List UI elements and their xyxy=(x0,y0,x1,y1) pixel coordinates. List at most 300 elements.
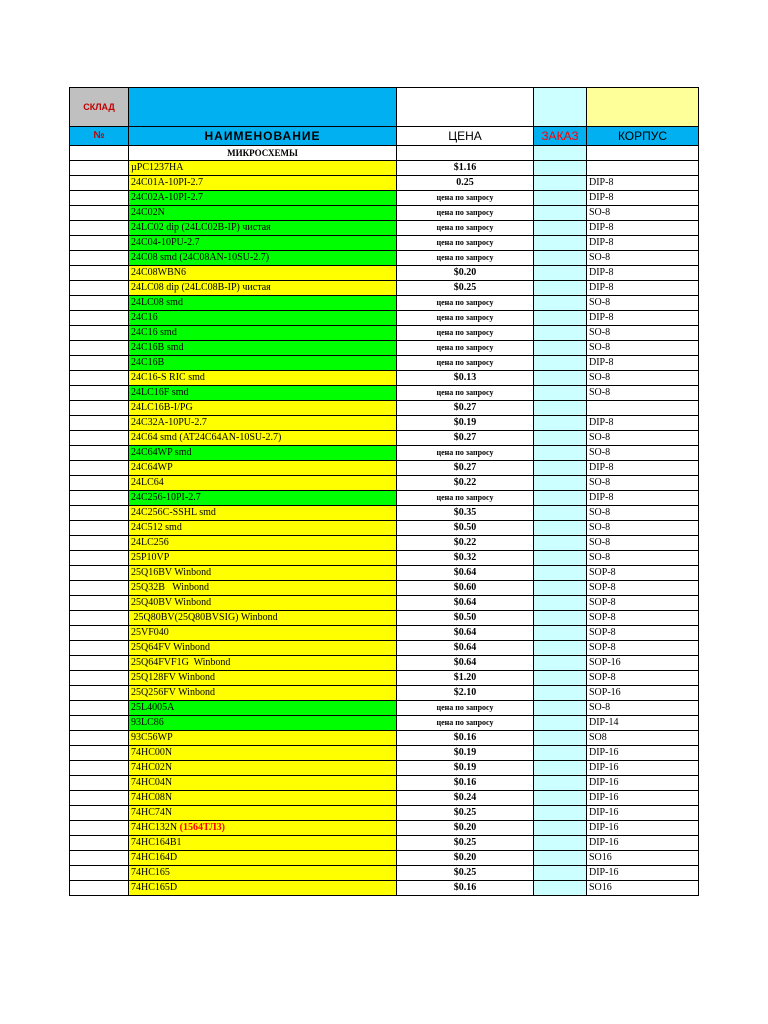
item-name xyxy=(129,806,397,821)
table-row xyxy=(70,161,699,176)
order-quantity-cell[interactable] xyxy=(534,731,587,746)
item-package: SO-8 xyxy=(587,206,699,221)
row-number-cell xyxy=(70,461,129,476)
item-name-text: 24C256C-SSHL smd xyxy=(131,507,216,518)
table-row xyxy=(70,266,699,281)
item-package: SOP-8 xyxy=(587,626,699,641)
item-name-text: 74HC00N xyxy=(131,747,173,758)
order-quantity-cell[interactable] xyxy=(534,836,587,851)
row-number-cell xyxy=(70,311,129,326)
order-quantity-cell[interactable] xyxy=(534,491,587,506)
item-price: $0.20 xyxy=(397,851,534,866)
table-row xyxy=(70,746,699,761)
item-price: цена по запросу xyxy=(397,716,534,731)
item-name-text: 24C01A-10PI-2.7 xyxy=(131,177,203,188)
item-name xyxy=(129,566,397,581)
item-name xyxy=(129,551,397,566)
table-row xyxy=(70,431,699,446)
item-name xyxy=(129,641,397,656)
item-package: DIP-8 xyxy=(587,416,699,431)
item-package xyxy=(587,401,699,416)
order-quantity-cell[interactable] xyxy=(534,746,587,761)
item-package: SOP-8 xyxy=(587,581,699,596)
col-header-package: КОРПУС xyxy=(587,127,699,146)
table-row xyxy=(70,311,699,326)
item-price: цена по запросу xyxy=(397,356,534,371)
order-quantity-cell[interactable] xyxy=(534,551,587,566)
item-name-text: 24C04-10PU-2.7 xyxy=(131,237,200,248)
item-package: DIP-8 xyxy=(587,461,699,476)
order-quantity-cell[interactable] xyxy=(534,761,587,776)
order-quantity-cell[interactable] xyxy=(534,776,587,791)
col-header-order: ЗАКАЗ xyxy=(534,127,587,146)
order-quantity-cell[interactable] xyxy=(534,866,587,881)
item-name xyxy=(129,821,397,836)
row-number-cell xyxy=(70,416,129,431)
item-price: $0.25 xyxy=(397,836,534,851)
item-name xyxy=(129,431,397,446)
row-number-cell xyxy=(70,791,129,806)
row-number-cell xyxy=(70,266,129,281)
item-package: SO-8 xyxy=(587,326,699,341)
item-name-text: 24C16 smd xyxy=(131,327,177,338)
item-package: SO-8 xyxy=(587,296,699,311)
item-name xyxy=(129,611,397,626)
item-price: $0.64 xyxy=(397,566,534,581)
order-quantity-cell[interactable] xyxy=(534,266,587,281)
item-name xyxy=(129,626,397,641)
table-row xyxy=(70,476,699,491)
table-row xyxy=(70,506,699,521)
row-number-cell xyxy=(70,221,129,236)
order-quantity-cell[interactable] xyxy=(534,881,587,896)
item-name xyxy=(129,446,397,461)
item-name xyxy=(129,236,397,251)
item-name-text: 25VF040 xyxy=(131,627,169,638)
item-name-text: 24LC08 smd xyxy=(131,297,183,308)
item-name xyxy=(129,161,397,176)
item-package: SO-8 xyxy=(587,431,699,446)
item-package: SO-8 xyxy=(587,371,699,386)
order-quantity-cell[interactable] xyxy=(534,236,587,251)
section-num-cell xyxy=(70,146,129,161)
table-row xyxy=(70,206,699,221)
order-quantity-cell[interactable] xyxy=(534,401,587,416)
item-name xyxy=(129,596,397,611)
header-blank-cell xyxy=(587,88,699,127)
item-name xyxy=(129,761,397,776)
item-name-text: 24LC256 xyxy=(131,537,169,548)
item-name-text: 24C08 smd (24C08AN-10SU-2.7) xyxy=(131,252,270,263)
item-price: цена по запросу xyxy=(397,236,534,251)
order-quantity-cell[interactable] xyxy=(534,191,587,206)
row-number-cell xyxy=(70,536,129,551)
item-name xyxy=(129,476,397,491)
item-name-text: 25L4005A xyxy=(131,702,175,713)
item-name-text: 74HC165 xyxy=(131,867,170,878)
item-price: $0.20 xyxy=(397,821,534,836)
item-price: $0.27 xyxy=(397,431,534,446)
order-quantity-cell[interactable] xyxy=(534,356,587,371)
item-name-text: 74HC132N xyxy=(131,822,178,833)
table-row xyxy=(70,881,699,896)
row-number-cell xyxy=(70,806,129,821)
item-name-text: 74HC165D xyxy=(131,882,178,893)
row-number-cell xyxy=(70,371,129,386)
item-package xyxy=(587,161,699,176)
item-package: DIP-16 xyxy=(587,821,699,836)
table-row xyxy=(70,221,699,236)
item-package: SO16 xyxy=(587,851,699,866)
row-number-cell xyxy=(70,596,129,611)
col-header-price: ЦЕНА xyxy=(397,127,534,146)
item-package: DIP-8 xyxy=(587,221,699,236)
item-price: $0.64 xyxy=(397,656,534,671)
table-row xyxy=(70,566,699,581)
row-number-cell xyxy=(70,851,129,866)
item-price: $2.10 xyxy=(397,686,534,701)
table-row xyxy=(70,281,699,296)
item-price: $0.27 xyxy=(397,401,534,416)
item-name-text: 24LC02 dip (24LC02B-IP) чистая xyxy=(131,222,271,233)
item-package: SOP-8 xyxy=(587,566,699,581)
row-number-cell xyxy=(70,236,129,251)
table-row xyxy=(70,836,699,851)
table-row xyxy=(70,416,699,431)
item-price: цена по запросу xyxy=(397,341,534,356)
item-price: цена по запросу xyxy=(397,491,534,506)
item-package: SO-8 xyxy=(587,551,699,566)
item-name-text: 24LC16F smd xyxy=(131,387,189,398)
table-row xyxy=(70,806,699,821)
item-package: SOP-16 xyxy=(587,686,699,701)
item-name-text: 24C08WBN6 xyxy=(131,267,186,278)
item-name xyxy=(129,851,397,866)
order-quantity-cell[interactable] xyxy=(534,656,587,671)
item-name xyxy=(129,356,397,371)
item-name-text: 24C16B xyxy=(131,357,165,368)
table-row xyxy=(70,341,699,356)
item-price: $0.20 xyxy=(397,266,534,281)
row-number-cell xyxy=(70,881,129,896)
item-name xyxy=(129,281,397,296)
order-quantity-cell[interactable] xyxy=(534,536,587,551)
order-quantity-cell[interactable] xyxy=(534,161,587,176)
item-name-text: 24C02A-10PI-2.7 xyxy=(131,192,203,203)
row-number-cell xyxy=(70,626,129,641)
order-quantity-cell[interactable] xyxy=(534,641,587,656)
item-name xyxy=(129,326,397,341)
item-name-text: 24C16 xyxy=(131,312,158,323)
row-number-cell xyxy=(70,581,129,596)
item-price: $0.22 xyxy=(397,536,534,551)
table-row xyxy=(70,296,699,311)
table-row xyxy=(70,401,699,416)
sklad-label: СКЛАД xyxy=(70,88,129,127)
item-package: DIP-16 xyxy=(587,806,699,821)
header-blank-cell xyxy=(129,88,397,127)
table-row xyxy=(70,851,699,866)
table-row xyxy=(70,491,699,506)
header-blank-cell xyxy=(397,88,534,127)
item-name-text: 24C16B smd xyxy=(131,342,184,353)
order-quantity-cell[interactable] xyxy=(534,206,587,221)
item-name-text: 24LC16B-I/PG xyxy=(131,402,193,413)
item-name xyxy=(129,191,397,206)
price-list-table xyxy=(69,87,699,896)
item-name xyxy=(129,791,397,806)
item-name-text: 24C64WP xyxy=(131,462,173,473)
item-price: $0.24 xyxy=(397,791,534,806)
item-price: цена по запросу xyxy=(397,251,534,266)
order-quantity-cell[interactable] xyxy=(534,521,587,536)
item-price: $0.35 xyxy=(397,506,534,521)
row-number-cell xyxy=(70,206,129,221)
item-price: цена по запросу xyxy=(397,206,534,221)
item-package: DIP-8 xyxy=(587,491,699,506)
order-quantity-cell[interactable] xyxy=(534,176,587,191)
item-package: DIP-8 xyxy=(587,311,699,326)
row-number-cell xyxy=(70,281,129,296)
row-number-cell xyxy=(70,191,129,206)
order-quantity-cell[interactable] xyxy=(534,476,587,491)
item-package: SOP-8 xyxy=(587,596,699,611)
item-price: $0.25 xyxy=(397,281,534,296)
row-number-cell xyxy=(70,566,129,581)
order-quantity-cell[interactable] xyxy=(534,701,587,716)
item-price: $0.60 xyxy=(397,581,534,596)
item-package: DIP-16 xyxy=(587,836,699,851)
item-name xyxy=(129,521,397,536)
row-number-cell xyxy=(70,401,129,416)
item-name xyxy=(129,311,397,326)
item-name-text: 25Q40BV Winbond xyxy=(131,597,212,608)
item-price: $1.16 xyxy=(397,161,534,176)
item-name-text: 25Q32B Winbond xyxy=(131,582,210,593)
row-number-cell xyxy=(70,251,129,266)
item-name xyxy=(129,386,397,401)
item-price: $0.16 xyxy=(397,881,534,896)
item-package: SO-8 xyxy=(587,341,699,356)
order-quantity-cell[interactable] xyxy=(534,581,587,596)
item-name xyxy=(129,536,397,551)
header-top-row xyxy=(70,88,699,127)
order-quantity-cell[interactable] xyxy=(534,461,587,476)
item-package: DIP-16 xyxy=(587,746,699,761)
item-package: SO-8 xyxy=(587,536,699,551)
table-row xyxy=(70,716,699,731)
item-price: $0.16 xyxy=(397,731,534,746)
item-package: SO-8 xyxy=(587,701,699,716)
order-quantity-cell[interactable] xyxy=(534,626,587,641)
header-blank-cell xyxy=(534,88,587,127)
order-quantity-cell[interactable] xyxy=(534,416,587,431)
col-header-num: № xyxy=(70,127,129,146)
item-name-text: 25Q128FV Winbond xyxy=(131,672,215,683)
order-quantity-cell[interactable] xyxy=(534,851,587,866)
item-package: SOP-8 xyxy=(587,611,699,626)
item-package: DIP-8 xyxy=(587,281,699,296)
item-package: SO-8 xyxy=(587,386,699,401)
item-name-text: 25Q64FVF1G Winbond xyxy=(131,657,231,668)
row-number-cell xyxy=(70,761,129,776)
row-number-cell xyxy=(70,521,129,536)
order-quantity-cell[interactable] xyxy=(534,341,587,356)
order-quantity-cell[interactable] xyxy=(534,296,587,311)
row-number-cell xyxy=(70,446,129,461)
item-price: $0.64 xyxy=(397,596,534,611)
item-package: SO-8 xyxy=(587,506,699,521)
table-row xyxy=(70,641,699,656)
item-name xyxy=(129,866,397,881)
order-quantity-cell[interactable] xyxy=(534,386,587,401)
item-price: $0.22 xyxy=(397,476,534,491)
item-name-note: (1564ТЛ3) xyxy=(179,822,225,833)
section-price-cell xyxy=(397,146,534,161)
table-row xyxy=(70,176,699,191)
item-name-text: 24C02N xyxy=(131,207,165,218)
row-number-cell xyxy=(70,671,129,686)
order-quantity-cell[interactable] xyxy=(534,671,587,686)
order-quantity-cell[interactable] xyxy=(534,611,587,626)
item-price: $0.50 xyxy=(397,521,534,536)
item-name-text: 93LC86 xyxy=(131,717,164,728)
item-package: SO-8 xyxy=(587,476,699,491)
item-price: цена по запросу xyxy=(397,701,534,716)
order-quantity-cell[interactable] xyxy=(534,821,587,836)
col-header-name: НАИМЕНОВАНИЕ xyxy=(129,127,397,146)
item-name xyxy=(129,731,397,746)
item-name-text: 93C56WP xyxy=(131,732,173,743)
order-quantity-cell[interactable] xyxy=(534,221,587,236)
table-row xyxy=(70,671,699,686)
item-price: 0.25 xyxy=(397,176,534,191)
item-name-text: 25Q16BV Winbond xyxy=(131,567,212,578)
item-name xyxy=(129,881,397,896)
table-row xyxy=(70,521,699,536)
item-name xyxy=(129,656,397,671)
item-name-text: 24C256-10PI-2.7 xyxy=(131,492,201,503)
order-quantity-cell[interactable] xyxy=(534,686,587,701)
row-number-cell xyxy=(70,686,129,701)
item-package: DIP-8 xyxy=(587,356,699,371)
item-price: $0.32 xyxy=(397,551,534,566)
row-number-cell xyxy=(70,701,129,716)
table-row xyxy=(70,611,699,626)
item-name-text: 24C16-S RIC smd xyxy=(131,372,205,383)
item-package: DIP-8 xyxy=(587,191,699,206)
order-quantity-cell[interactable] xyxy=(534,596,587,611)
table-row xyxy=(70,356,699,371)
order-quantity-cell[interactable] xyxy=(534,506,587,521)
row-number-cell xyxy=(70,656,129,671)
order-quantity-cell[interactable] xyxy=(534,281,587,296)
order-quantity-cell[interactable] xyxy=(534,311,587,326)
row-number-cell xyxy=(70,296,129,311)
item-price: $0.19 xyxy=(397,416,534,431)
item-package: DIP-8 xyxy=(587,176,699,191)
item-name-text: 25Q80BV(25Q80BVSIG) Winbond xyxy=(131,612,278,623)
item-package: DIP-16 xyxy=(587,866,699,881)
section-pack-cell xyxy=(587,146,699,161)
item-name-text: 24C32A-10PU-2.7 xyxy=(131,417,207,428)
item-name xyxy=(129,491,397,506)
order-quantity-cell[interactable] xyxy=(534,446,587,461)
row-number-cell xyxy=(70,611,129,626)
item-name-text: 74HC04N xyxy=(131,777,173,788)
row-number-cell xyxy=(70,716,129,731)
item-price: $0.19 xyxy=(397,746,534,761)
item-price: $0.64 xyxy=(397,626,534,641)
section-title: МИКРОСХЕМЫ xyxy=(129,146,397,161)
table-row xyxy=(70,686,699,701)
order-quantity-cell[interactable] xyxy=(534,371,587,386)
item-package: DIP-16 xyxy=(587,791,699,806)
order-quantity-cell[interactable] xyxy=(534,791,587,806)
item-package: SOP-8 xyxy=(587,641,699,656)
item-name xyxy=(129,581,397,596)
order-quantity-cell[interactable] xyxy=(534,806,587,821)
row-number-cell xyxy=(70,821,129,836)
order-quantity-cell[interactable] xyxy=(534,326,587,341)
item-name-text: 25P10VP xyxy=(131,552,170,563)
order-quantity-cell[interactable] xyxy=(534,251,587,266)
table-row xyxy=(70,701,699,716)
item-name-text: 74HC74N xyxy=(131,807,173,818)
item-name xyxy=(129,776,397,791)
row-number-cell xyxy=(70,386,129,401)
item-package: SO16 xyxy=(587,881,699,896)
order-quantity-cell[interactable] xyxy=(534,716,587,731)
item-name xyxy=(129,341,397,356)
table-row xyxy=(70,791,699,806)
item-name xyxy=(129,251,397,266)
item-name xyxy=(129,506,397,521)
item-name-text: µPC1237HA xyxy=(131,162,184,173)
row-number-cell xyxy=(70,641,129,656)
item-price: цена по запросу xyxy=(397,191,534,206)
table-row xyxy=(70,866,699,881)
row-number-cell xyxy=(70,356,129,371)
table-row xyxy=(70,776,699,791)
item-price: $1.20 xyxy=(397,671,534,686)
item-price: $0.25 xyxy=(397,806,534,821)
table-row xyxy=(70,626,699,641)
item-name xyxy=(129,221,397,236)
item-price: $0.19 xyxy=(397,761,534,776)
table-row xyxy=(70,731,699,746)
row-number-cell xyxy=(70,506,129,521)
item-package: SOP-16 xyxy=(587,656,699,671)
item-name xyxy=(129,686,397,701)
order-quantity-cell[interactable] xyxy=(534,566,587,581)
item-name-text: 74HC164D xyxy=(131,852,178,863)
item-name xyxy=(129,716,397,731)
row-number-cell xyxy=(70,551,129,566)
item-package: SO8 xyxy=(587,731,699,746)
table-row xyxy=(70,191,699,206)
item-package: DIP-16 xyxy=(587,776,699,791)
item-price: цена по запросу xyxy=(397,296,534,311)
item-name xyxy=(129,701,397,716)
table-row xyxy=(70,461,699,476)
item-package: DIP-14 xyxy=(587,716,699,731)
order-quantity-cell[interactable] xyxy=(534,431,587,446)
row-number-cell xyxy=(70,341,129,356)
table-row xyxy=(70,656,699,671)
item-name-text: 24C512 smd xyxy=(131,522,182,533)
item-name-text: 24LC08 dip (24LC08B-IP) чистая xyxy=(131,282,271,293)
